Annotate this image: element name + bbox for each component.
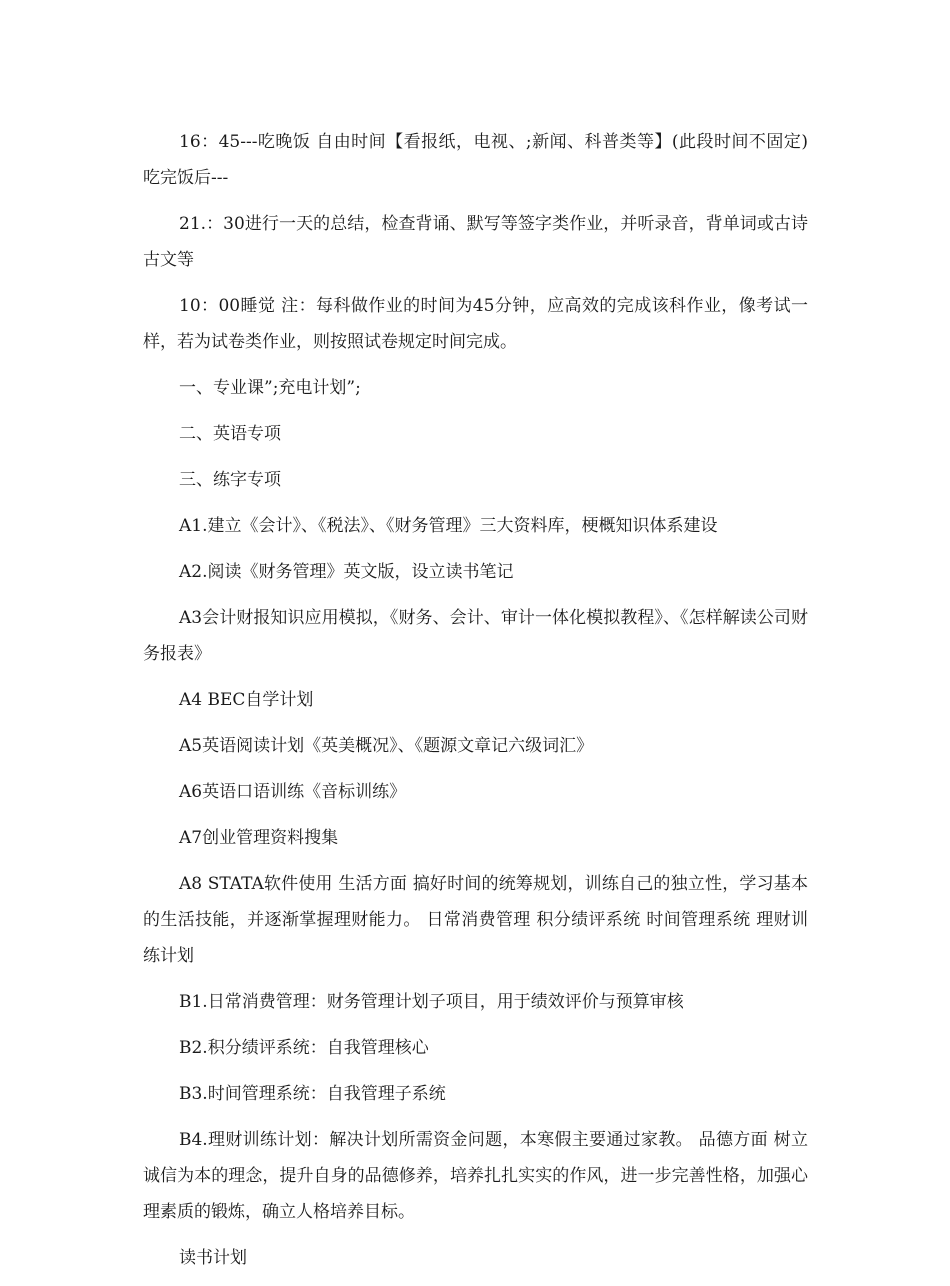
list-item-b2: B2.积分绩评系统：自我管理核心 (179, 1038, 429, 1058)
list-item-a7: A7创业管理资料搜集 (179, 828, 339, 848)
list-item-a4: A4 BEC自学计划 (179, 690, 314, 710)
heading-english-special: 二、英语专项 (179, 424, 281, 444)
list-item-a1: A1.建立《会计》、《税法》、《财务管理》三大资料库，梗概知识体系建设 (179, 516, 718, 536)
list-item-a6: A6英语口语训练《音标训练》 (179, 782, 407, 802)
list-item-a5: A5英语阅读计划《英美概况》、《题源文章记六级词汇》 (179, 736, 594, 756)
paragraph-evening-schedule: 16：45---吃晚饭 自由时间【看报纸，电视、;新闻、科普类等】(此段时间不固定) 吃完饭后--- (143, 132, 808, 188)
list-item-a2: A2.阅读《财务管理》英文版，设立读书笔记 (179, 562, 514, 582)
heading-calligraphy-special: 三、练字专项 (179, 470, 281, 490)
list-item-a3: A3会计财报知识应用模拟，《财务、会计、审计一体化模拟教程》、《怎样解读公司财务报表》 (143, 608, 808, 664)
document-body (143, 124, 808, 1286)
list-item-b1: B1.日常消费管理：财务管理计划子项目，用于绩效评价与预算审核 (179, 992, 684, 1012)
heading-reading-plan: 读书计划 (179, 1248, 247, 1268)
list-item-a8: A8 STATA软件使用 生活方面 搞好时间的统筹规划，训练自己的独立性，学习基本的生活技能，并逐渐掌握理财能力。 日常消费管理 积分绩评系统 时间管理系统 理财训练计划 (143, 874, 808, 966)
list-item-b4: B4.理财训练计划：解决计划所需资金问题，本寒假主要通过家教。 品德方面 树立诚信为本的理念，提升自身的品德修养，培养扎扎实实的作风，进一步完善性格，加强心理素质的锻炼，确立人格培养目标。 (143, 1130, 808, 1222)
list-item-b3: B3.时间管理系统：自我管理子系统 (179, 1084, 446, 1104)
paragraph-daily-summary: 21.：30进行一天的总结，检查背诵、默写等签字类作业，并听录音，背单词或古诗古文等 (143, 214, 808, 270)
heading-professional-course: 一、专业课”;充电计划”; (179, 378, 361, 398)
paragraph-sleep-note: 10：00睡觉 注：每科做作业的时间为45分钟，应高效的完成该科作业，像考试一样，若为试卷类作业，则按照试卷规定时间完成。 (143, 296, 808, 352)
